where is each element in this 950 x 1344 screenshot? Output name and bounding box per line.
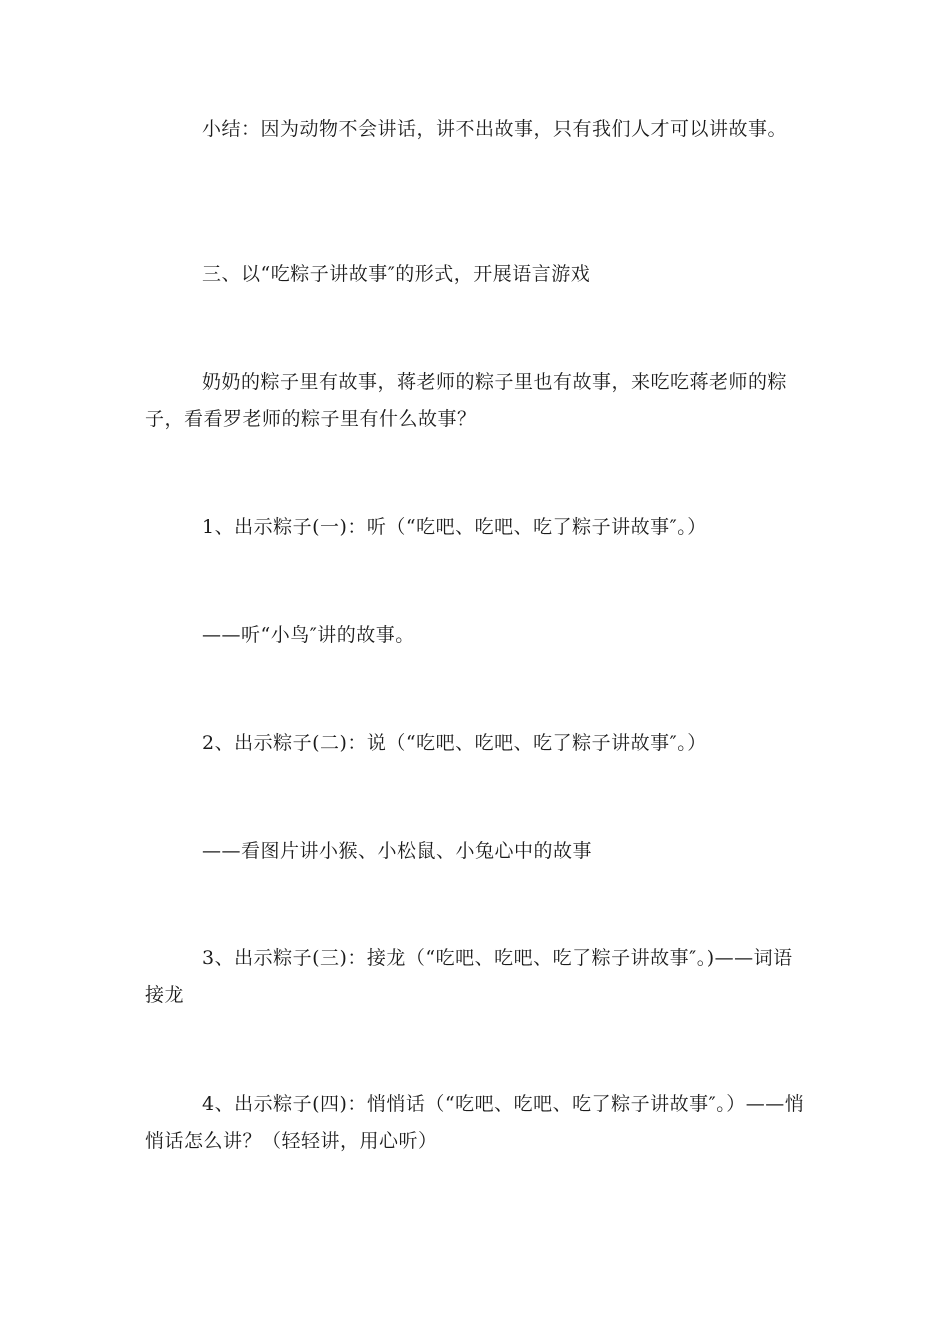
- summary-paragraph: 小结：因为动物不会讲话，讲不出故事，只有我们人才可以讲故事。: [202, 118, 788, 140]
- step-2-paragraph: 2、出示粽子(二)：说（“吃吧、吃吧、吃了粽子讲故事″。）: [202, 732, 707, 754]
- step-1-paragraph: 1、出示粽子(一)：听（“吃吧、吃吧、吃了粽子讲故事″。）: [202, 516, 707, 538]
- step-1-detail: ——听“小鸟″讲的故事。: [202, 624, 415, 646]
- step-2-detail: ——看图片讲小猴、小松鼠、小兔心中的故事: [202, 840, 593, 862]
- section-heading-three: 三、以“吃粽子讲故事″的形式，开展语言游戏: [202, 263, 591, 285]
- step-3-paragraph: 3、出示粽子(三)：接龙（“吃吧、吃吧、吃了粽子讲故事″。)——词语接龙: [145, 947, 793, 1006]
- step-4-paragraph: 4、出示粽子(四)：悄悄话（“吃吧、吃吧、吃了粽子讲故事″。）——悄悄话怎么讲？（轻轻讲，用心听）: [145, 1093, 805, 1152]
- intro-paragraph: 奶奶的粽子里有故事，蒋老师的粽子里也有故事，来吃吃蒋老师的粽子，看看罗老师的粽子里有什么故事？: [145, 371, 788, 430]
